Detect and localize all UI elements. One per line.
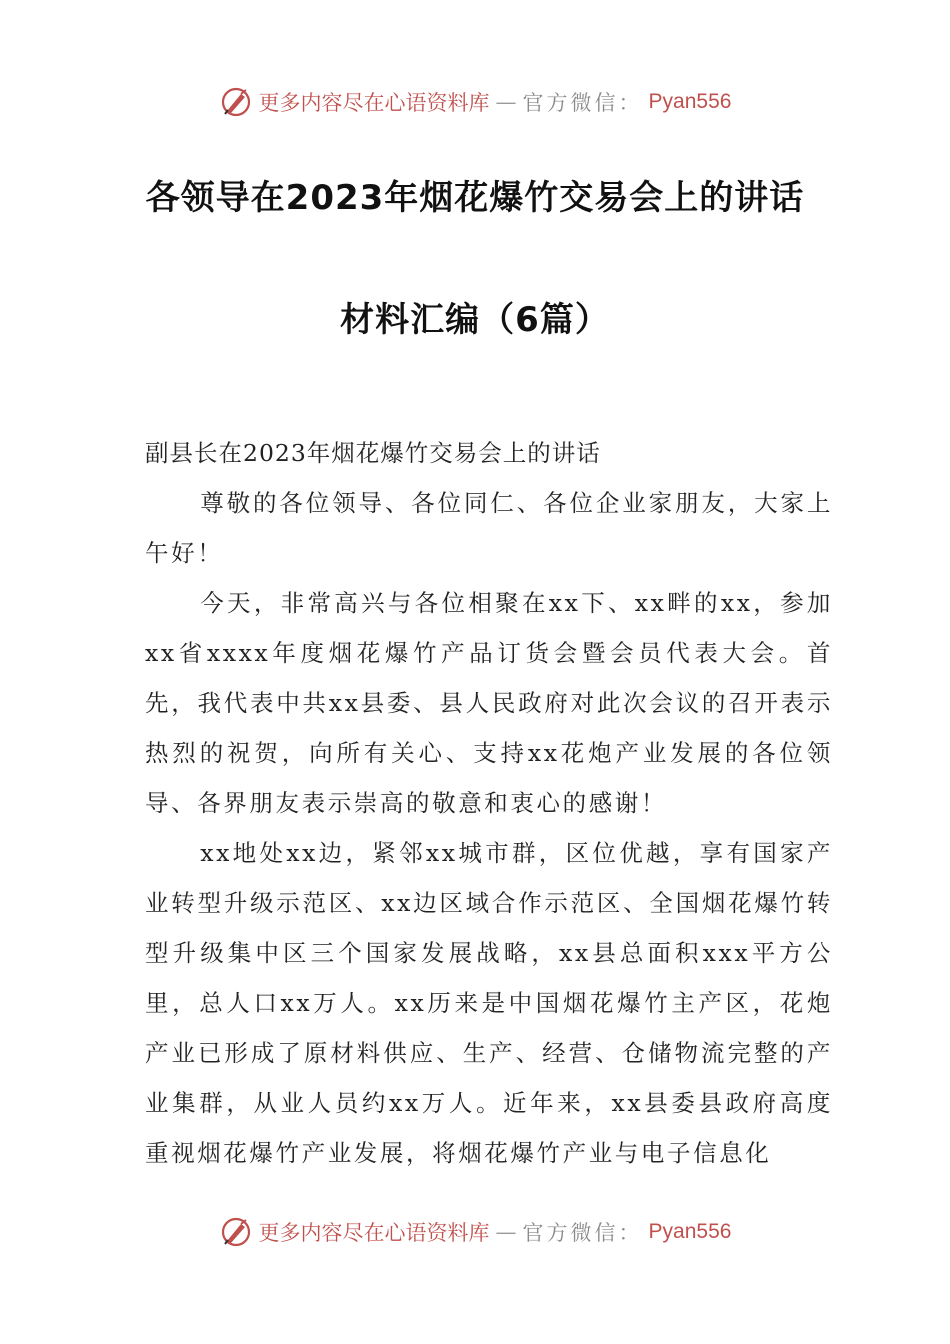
banner-dash: —: [495, 90, 517, 114]
paragraph-greeting: 尊敬的各位领导、各位同仁、各位企业家朋友，大家上午好！: [145, 489, 833, 567]
document-title-line2: 材料汇编（6篇）: [340, 300, 610, 340]
banner-wechat-id: Pyan556: [648, 90, 732, 113]
footer-banner: [0, 1210, 950, 1254]
quill-pen-logo-icon: [219, 85, 253, 119]
quill-pen-logo-icon: [219, 1215, 253, 1249]
banner-wechat-id: Pyan556: [648, 1220, 732, 1243]
banner-brand-text: 更多内容尽在心语资料库: [258, 91, 490, 115]
banner-wechat-label: 官方微信：: [522, 91, 643, 115]
banner-wechat-label: 官方微信：: [522, 1221, 643, 1245]
banner-dash: —: [495, 1220, 517, 1244]
header-banner: [0, 80, 950, 124]
document-title-line1: 各领导在2023年烟花爆竹交易会上的讲话: [145, 178, 805, 218]
section-title: 副县长在2023年烟花爆竹交易会上的讲话: [145, 439, 601, 467]
paragraph-county-overview: xx地处xx边，紧邻xx城市群，区位优越，享有国家产业转型升级示范区、xx边区域合作示范区、全国烟花爆竹转型升级集中区三个国家发展战略，xx县总面积xxx平方公里，总人口xx万人。xx历来是中国烟花爆竹主产区，花炮产业已形成了原材料供应、生产、经营、仓储物流完整的产业集群，从业人员约xx万人。近年来，xx县委县政府高度重视烟花爆竹产业发展，将烟花爆竹产业与电子信息化: [145, 839, 833, 1167]
banner-brand-text: 更多内容尽在心语资料库: [258, 1221, 490, 1245]
paragraph-opening: 今天，非常高兴与各位相聚在xx下、xx畔的xx，参加xx省xxxx年度烟花爆竹产品订货会暨会员代表大会。首先，我代表中共xx县委、县人民政府对此次会议的召开表示热烈的祝贺，向所有关心、支持xx花炮产业发展的各位领导、各界朋友表示崇高的敬意和衷心的感谢！: [145, 589, 833, 817]
document-body: [145, 428, 833, 1178]
